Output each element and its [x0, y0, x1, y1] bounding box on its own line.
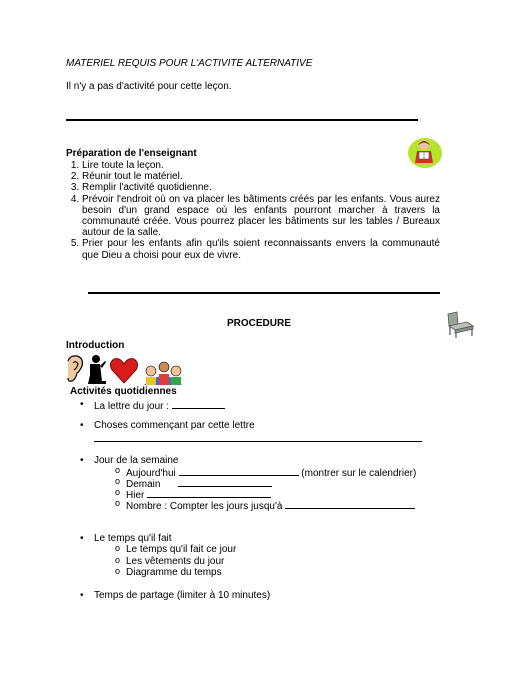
daily-activities-heading: Activités quotidiennes	[70, 386, 177, 397]
today-note: (montrer sur le calendrier)	[301, 468, 417, 479]
procedure-heading: PROCEDURE	[227, 318, 291, 329]
list-item: 2. Réunir tout le matériel.	[82, 171, 440, 182]
number-item	[126, 499, 415, 512]
children-group-icon	[144, 362, 182, 385]
things-blank-line[interactable]	[94, 441, 422, 442]
chair-desk-icon	[445, 310, 477, 340]
weather-item: o Le temps qu'il fait ce jour	[126, 544, 236, 555]
number-blank[interactable]	[285, 499, 415, 509]
letter-blank[interactable]	[172, 399, 225, 409]
list-item: 4. Prévoir l'endroit où on va placer les bâtiments créés par les enfants. Vous aurez besoin d'un grand espace où les enfants pourront marcher à travers la communauté créée. Vous pourrez placer les bâtiments sur les tables / Bureaux autour de la salle.	[82, 194, 440, 239]
tomorrow-label: Demain	[126, 479, 161, 490]
today-blank[interactable]	[179, 466, 299, 476]
heart-icon	[110, 359, 137, 383]
tomorrow-blank[interactable]	[178, 477, 272, 487]
introduction-icons	[64, 353, 184, 387]
letter-of-day	[94, 399, 225, 412]
weekday-heading: • Jour de la semaine	[94, 455, 179, 466]
materials-heading: MATERIEL REQUIS POUR L'ACTIVITE ALTERNATIVE	[66, 58, 313, 69]
preparation-list	[66, 160, 440, 261]
number-label: Nombre : Compter les jours jusqu'à	[126, 501, 283, 512]
yesterday-label: Hier	[126, 490, 145, 501]
divider-top	[66, 119, 418, 121]
list-item: 1. Lire toute la leçon.	[82, 160, 440, 171]
divider-middle	[88, 292, 440, 294]
things-starting-with-letter: • Choses commençant par cette lettre	[94, 420, 255, 431]
materials-note: Il n'y a pas d'activité pour cette leçon.	[66, 81, 232, 92]
ear-icon	[68, 356, 82, 381]
today-label: Aujourd'hui	[126, 468, 176, 479]
introduction-heading: Introduction	[66, 340, 125, 351]
list-item: 5. Prier pour les enfants afin qu'ils soient reconnaissants envers la communauté que Dieu a choisi pour eux de vivre.	[82, 238, 440, 260]
weather-heading: • Le temps qu'il fait	[94, 533, 172, 544]
letter-of-day-label: La lettre du jour :	[94, 401, 172, 412]
sharing-time: • Temps de partage (limiter à 10 minutes)	[94, 590, 270, 601]
weather-item: o Diagramme du temps	[126, 567, 222, 578]
weather-item: o Les vêtements du jour	[126, 556, 224, 567]
list-item: 3. Remplir l'activité quotidienne.	[82, 182, 440, 193]
preparation-heading: Préparation de l'enseignant	[66, 148, 197, 159]
praying-figure-icon	[88, 355, 106, 384]
yesterday-blank[interactable]	[147, 488, 271, 498]
